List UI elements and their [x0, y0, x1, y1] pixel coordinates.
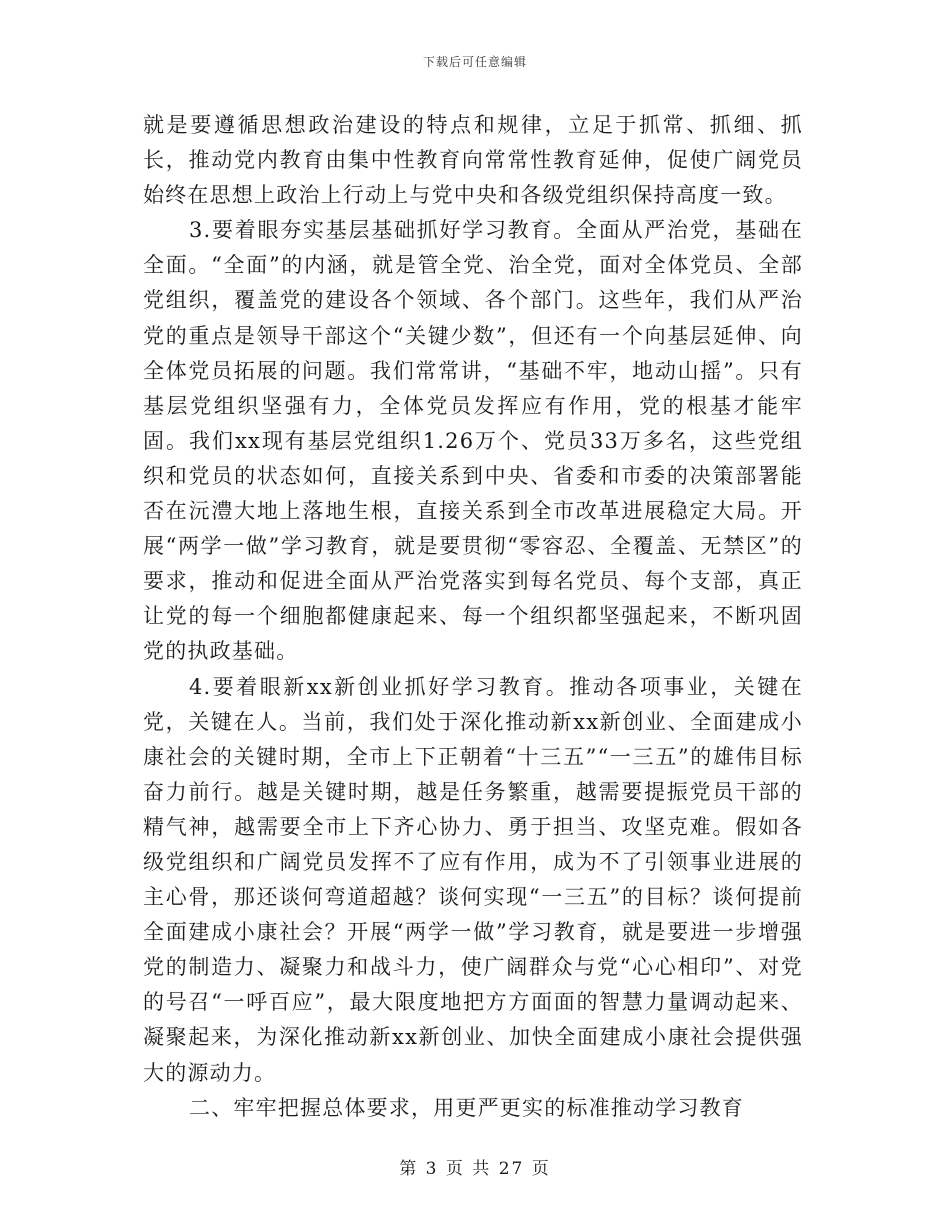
document-body: [143, 108, 803, 1126]
header-note: 下载后可任意编辑: [422, 55, 527, 69]
paragraph-continuation: 就是要遵循思想政治建设的特点和规律，立足于抓常、抓细、抓长，推动党内教育由集中性教育向常常性教育延伸，促使广阔党员始终在思想上政治上行动上与党中央和各级党组织保持高度一致。: [143, 113, 803, 208]
paragraph-item-4: 4.要着眼新xx新创业抓好学习教育。推动各项事业，关键在党，关键在人。当前，我们处于深化推动新xx新创业、全面建成小康社会的关键时期，全市上下正朝着“十三五”“一三五”的雄伟目标奋力前行。越是关键时期，越是任务繁重，越需要提振党员干部的精气神，越需要全市上下齐心协力、勇于担当、攻坚克难。假如各级党组织和广阔党员发挥不了应有作用，成为不了引领事业进展的主心骨，那还谈何弯道超越？谈何实现“一三五”的目标？谈何提前全面建成小康社会？开展“两学一做”学习教育，就是要进一步增强党的制造力、凝聚力和战斗力，使广阔群众与党“心心相印”、对党的号召“一呼百应”，最大限度地把方方面面的智慧力量调动起来、凝聚起来，为深化推动新xx新创业、加快全面建成小康社会提供强大的源动力。: [143, 674, 803, 1085]
page-number-footer: 第 3 页 共 27 页: [399, 1159, 551, 1179]
paragraph-item-3: 3.要着眼夯实基层基础抓好学习教育。全面从严治党，基础在全面。“全面”的内涵，就是管全党、治全党，面对全体党员、全部党组织，覆盖党的建设各个领域、各个部门。这些年，我们从严治党的重点是领导干部这个“关键少数”，但还有一个向基层延伸、向全体党员拓展的问题。我们常常讲，“基础不牢，地动山摇”。只有基层党组织坚强有力，全体党员发挥应有作用，党的根基才能牢固。我们xx现有基层党组织1.26万个、党员33万多名，这些党组织和党员的状态如何，直接关系到中央、省委和市委的决策部署能否在沅澧大地上落地生根，直接关系到全市改革进展稳定大局。开展“两学一做”学习教育，就是要贯彻“零容忍、全覆盖、无禁区”的要求，推动和促进全面从严治党落实到每名党员、每个支部，真正让党的每一个细胞都健康起来、每一个组织都坚强起来，不断巩固党的执政基础。: [143, 218, 803, 664]
section-heading-2: 二、牢牢把握总体要求，用更严更实的标准推动学习教育: [189, 1095, 744, 1120]
